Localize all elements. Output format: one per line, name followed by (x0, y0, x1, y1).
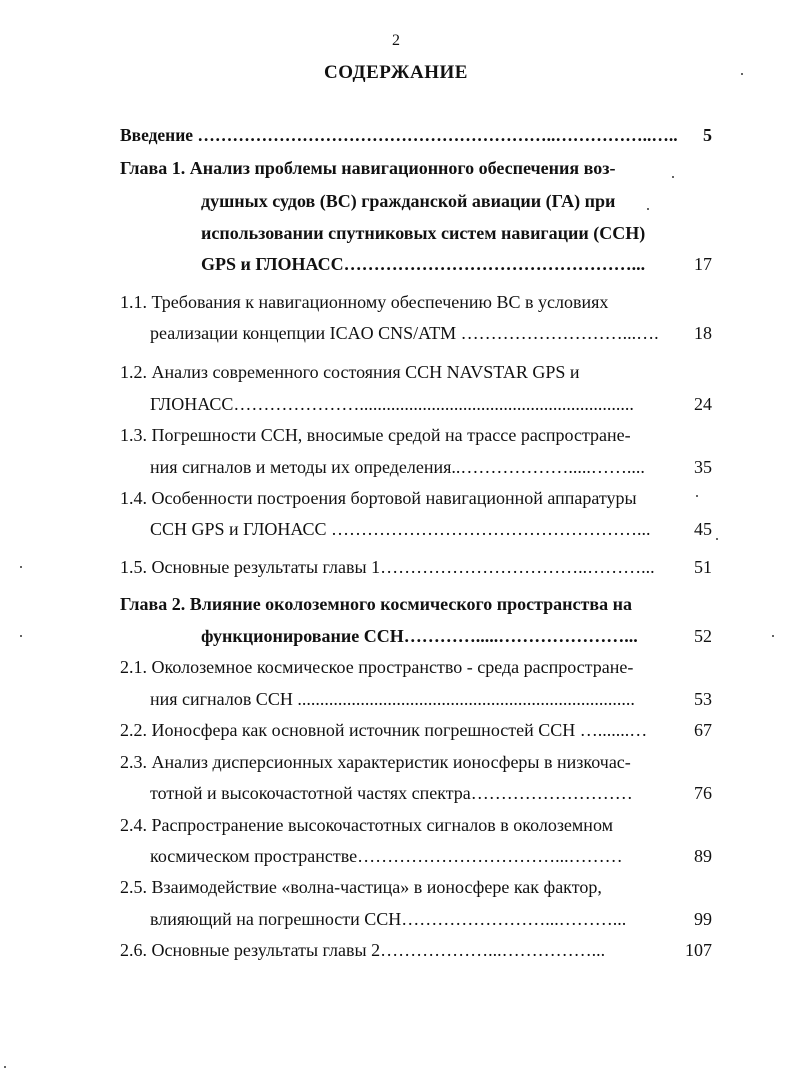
scan-speck (716, 538, 718, 540)
toc-entry-text: космическом пространстве……………………………...……… (150, 846, 623, 866)
toc-entry-text: душных судов (ВС) гражданской авиации (ГА) при (201, 191, 616, 211)
toc-entry-text: 1.5. Основные результаты главы 1……………………………..………... (120, 557, 655, 577)
toc-entry-section-1-5[interactable] (0, 554, 792, 580)
toc-page-number: 51 (694, 557, 712, 577)
toc-page-number: 107 (685, 940, 712, 960)
scan-speck (672, 176, 674, 178)
toc-entry-text: 2.5. Взаимодействие «волна-частица» в ионосфере как фактор, (120, 877, 602, 897)
toc-entry-text: ССН GPS и ГЛОНАСС ……………………………………………... (150, 519, 651, 539)
toc-entry-text: функционирование ССН………….....…………………... (201, 626, 638, 646)
toc-page-number: 24 (694, 394, 712, 414)
scan-speck (647, 208, 649, 210)
toc-entry-text: 1.2. Анализ современного состояния ССН NAVSTAR GPS и (120, 362, 580, 382)
document-title: СОДЕРЖАНИЕ (324, 62, 468, 83)
toc-entry-introduction[interactable] (0, 122, 792, 148)
toc-page-number: 5 (703, 125, 712, 145)
toc-entry-text: GPS и ГЛОНАСС…………………………………………... (201, 254, 646, 274)
page-number: 2 (392, 32, 400, 49)
toc-entry-text: 2.1. Околоземное космическое пространство - среда распростране- (120, 657, 634, 677)
toc-page-number: 18 (694, 323, 712, 343)
toc-entry-text: Глава 1. Анализ проблемы навигационного обеспечения воз- (120, 158, 616, 178)
toc-entry-text: 2.3. Анализ дисперсионных характеристик ионосферы в низкочас- (120, 752, 631, 772)
toc-entry-text: использовании спутниковых систем навигации (ССН) (201, 223, 646, 243)
toc-entry-text: влияющий на погрешности ССН……………………...………... (150, 909, 627, 929)
scan-speck (20, 566, 22, 568)
toc-entry-section-2-6[interactable] (0, 937, 792, 963)
scan-speck (20, 635, 22, 637)
toc-page-number: 67 (694, 720, 712, 740)
toc-entry-text: 1.1. Требования к навигационному обеспечению ВС в условиях (120, 292, 609, 312)
toc-page-number: 17 (694, 254, 712, 274)
toc-entry-text: реализации концепции ICAO CNS/ATM ………………………...…. (150, 323, 659, 343)
toc-page-number: 45 (694, 519, 712, 539)
toc-page-number: 76 (694, 783, 712, 803)
toc-page-number: 99 (694, 909, 712, 929)
scan-speck (772, 635, 774, 637)
toc-entry-text: 1.4. Особенности построения бортовой навигационной аппаратуры (120, 488, 637, 508)
toc-entry-text: ния сигналов и методы их определения..……………….....…….... (150, 457, 645, 477)
toc-entry-text: 2.6. Основные результаты главы 2………………...……………... (120, 940, 606, 960)
toc-page-number: 35 (694, 457, 712, 477)
toc-entry-text: 1.3. Погрешности ССН, вносимые средой на трассе распростране- (120, 425, 631, 445)
toc-entry-section-2-2[interactable] (0, 717, 792, 743)
scan-speck (741, 73, 743, 75)
toc-entry-text: Глава 2. Влияние околоземного космического пространства на (120, 594, 632, 614)
toc-page-number: 89 (694, 846, 712, 866)
scan-speck (4, 1066, 6, 1068)
toc-entry-text: ГЛОНАСС…………………............................................................. (150, 394, 634, 414)
toc-page-number: 53 (694, 689, 712, 709)
toc-entry-text: тотной и высокочастотной частях спектра……………………… (150, 783, 633, 803)
toc-entry-text: 2.4. Распространение высокочастотных сигналов в околоземном (120, 815, 613, 835)
toc-entry-text: Введение ……………………………………………………..……………..….. (120, 125, 678, 145)
toc-entry-text: ния сигналов ССН ........................................................................... (150, 689, 635, 709)
toc-page-number: 52 (694, 626, 712, 646)
toc-entry-text: 2.2. Ионосфера как основной источник погрешностей ССН ….......… (120, 720, 648, 740)
scan-speck (696, 495, 698, 497)
